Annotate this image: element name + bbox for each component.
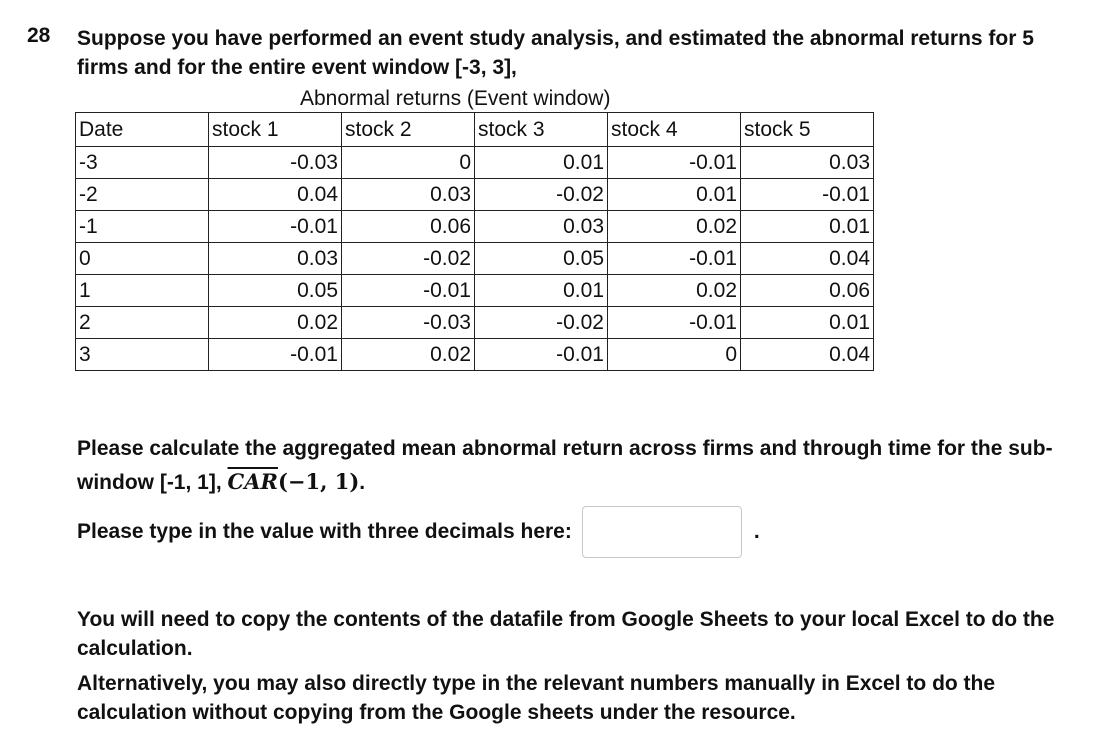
stock-2-cell: -0.03 [342,307,475,339]
stock-1-cell: 0.05 [209,275,342,307]
stock-4-cell: 0.02 [608,211,741,243]
header-stock-5: stock 5 [741,113,874,147]
stock-5-cell: 0.04 [741,243,874,275]
stock-2-cell: 0.03 [342,179,475,211]
table-row [76,307,874,339]
answer-trailing-period: . [753,520,760,543]
stock-4-cell: 0.02 [608,275,741,307]
header-stock-2: stock 2 [342,113,475,147]
stock-2-cell: 0 [342,147,475,179]
stock-3-cell: -0.02 [475,307,608,339]
stock-1-cell: 0.04 [209,179,342,211]
calculation-prompt [77,432,1087,499]
stock-2-cell: -0.02 [342,243,475,275]
date-cell: -2 [76,179,209,211]
table-row [76,243,874,275]
stock-1-cell: 0.03 [209,243,342,275]
stock-5-cell: 0.03 [741,147,874,179]
table-header-row [76,113,874,147]
stock-3-cell: 0.01 [475,147,608,179]
question-number: 28 [27,24,51,47]
car-symbol: $\overline{CAR}$ [227,469,278,494]
stock-1-cell: -0.03 [209,147,342,179]
stock-2-cell: 0.06 [342,211,475,243]
stock-3-cell: -0.01 [475,339,608,371]
header-stock-1: stock 1 [209,113,342,147]
table-row [76,275,874,307]
table-row [76,179,874,211]
question-text: Suppose you have performed an event study analysis, and estimated the abnormal returns for 5 firms and for the entire event window [-3, 3], [77,27,1034,79]
date-cell: -1 [76,211,209,243]
stock-4-cell: 0.01 [608,179,741,211]
date-cell: 3 [76,339,209,371]
stock-5-cell: 0.01 [741,211,874,243]
stock-1-cell: -0.01 [209,339,342,371]
stock-2-cell: 0.02 [342,339,475,371]
stock-3-cell: 0.03 [475,211,608,243]
stock-5-cell: 0.01 [741,307,874,339]
stock-5-cell: -0.01 [741,179,874,211]
prompt-text: Please calculate the aggregated mean abnormal return across firms and through time for the sub-window [-1, 1], [77,437,1053,494]
answer-row [77,506,760,558]
header-stock-3: stock 3 [475,113,608,147]
answer-label: Please type in the value with three decimals here: [77,520,572,543]
date-cell: 2 [76,307,209,339]
note-alternative: Alternatively, you may also directly type in the relevant numbers manually in Excel to do the calculation without copying from the Google sheets under the resource. [77,672,996,724]
answer-input[interactable] [582,506,742,558]
stock-1-cell: 0.02 [209,307,342,339]
date-cell: 1 [76,275,209,307]
stock-5-cell: 0.06 [741,275,874,307]
table-row [76,147,874,179]
stock-3-cell: 0.05 [475,243,608,275]
note-copy-excel: You will need to copy the contents of the datafile from Google Sheets to your local Excel to do the calculation. [77,608,1055,660]
stock-5-cell: 0.04 [741,339,874,371]
abnormal-returns-table [75,112,874,371]
date-cell: 0 [76,243,209,275]
stock-4-cell: -0.01 [608,307,741,339]
car-arguments: (−1, 1) [277,469,360,494]
stock-1-cell: -0.01 [209,211,342,243]
table-caption: Abnormal returns (Event window) [300,87,611,110]
stock-2-cell: -0.01 [342,275,475,307]
header-stock-4: stock 4 [608,113,741,147]
header-date: Date [76,113,209,147]
stock-4-cell: 0 [608,339,741,371]
stock-4-cell: -0.01 [608,147,741,179]
date-cell: -3 [76,147,209,179]
stock-3-cell: -0.02 [475,179,608,211]
prompt-period: . [359,471,366,494]
stock-3-cell: 0.01 [475,275,608,307]
table-row [76,211,874,243]
stock-4-cell: -0.01 [608,243,741,275]
table-row [76,339,874,371]
